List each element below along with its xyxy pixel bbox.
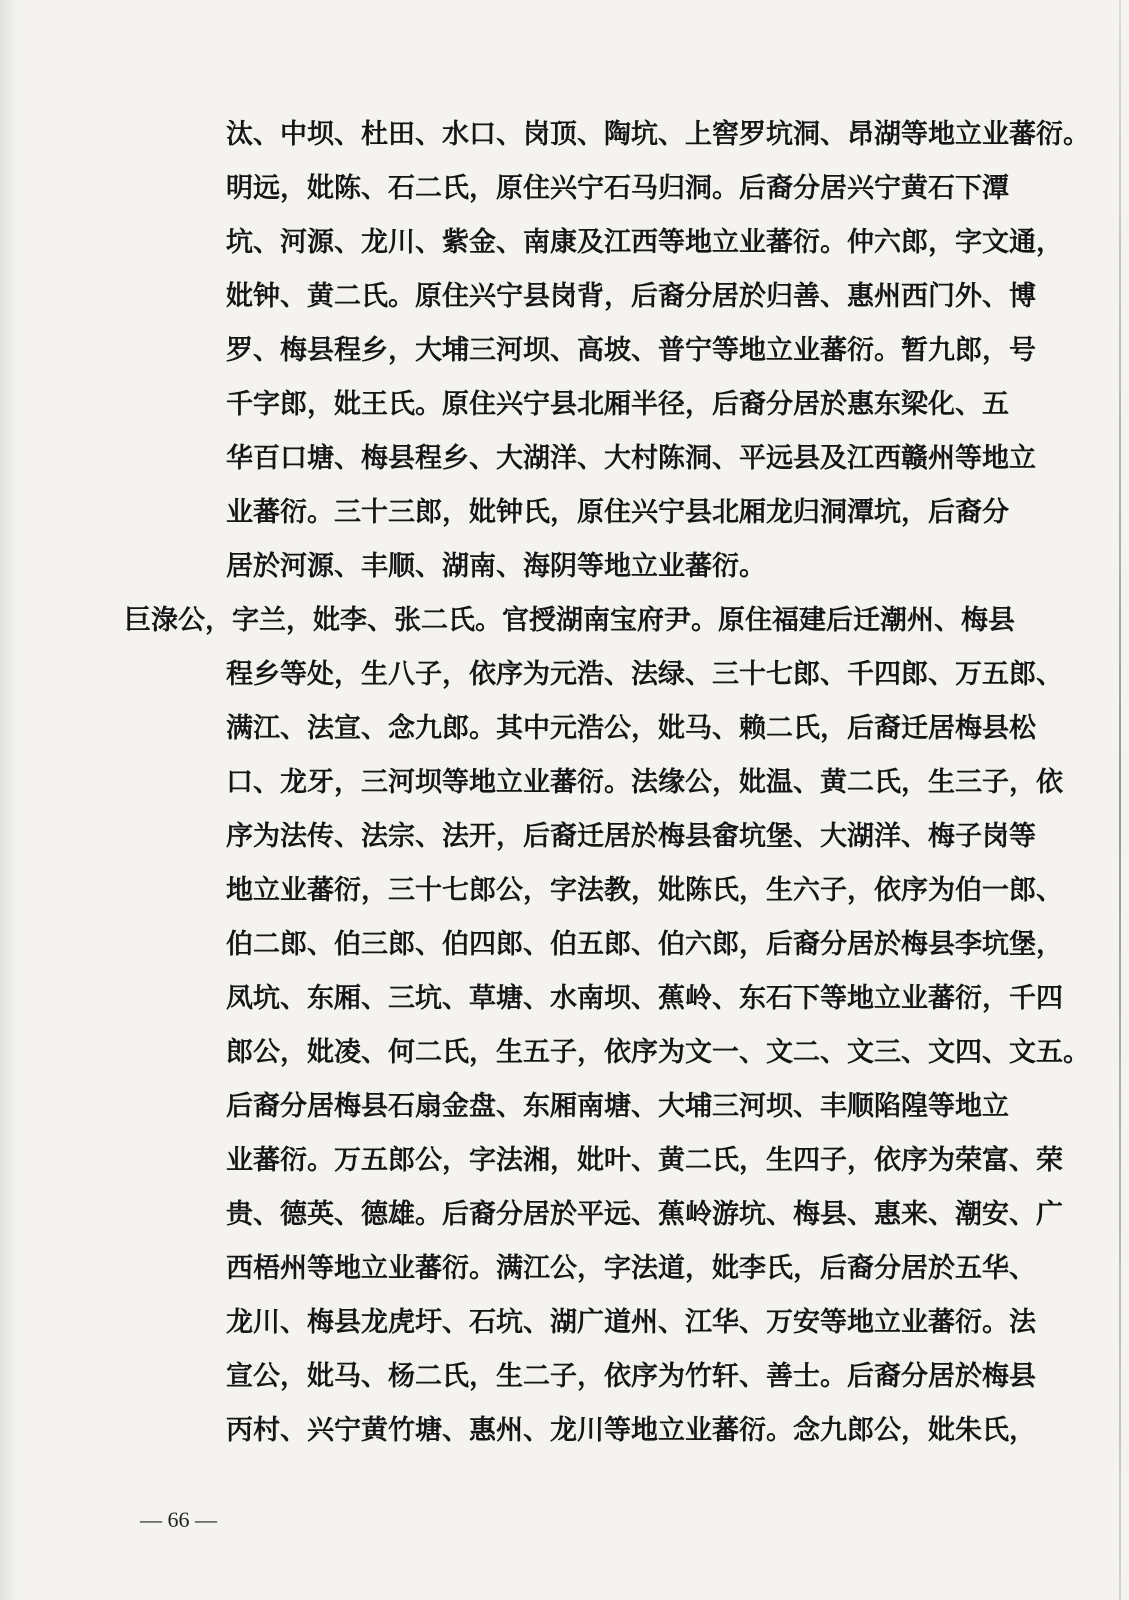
text-line: 口、龙牙，三河坝等地立业蕃衍。法缘公，妣温、黄二氏，生三子，依	[226, 767, 1063, 798]
text-line: 罗、梅县程乡，大埔三河坝、高坡、普宁等地立业蕃衍。暂九郎，号	[226, 335, 1036, 366]
text-line: 地立业蕃衍，三十七郎公，字法教，妣陈氏，生六子，依序为伯一郎、	[226, 875, 1063, 906]
text-line: 千字郎，妣王氏。原住兴宁县北厢半径，后裔分居於惠东梁化、五	[226, 389, 1009, 420]
page-number: — 66 —	[140, 1507, 217, 1532]
text-line: 后裔分居梅县石扇金盘、东厢南塘、大埔三河坝、丰顺陷隍等地立	[226, 1091, 1009, 1122]
text-line: 妣钟、黄二氏。原住兴宁县岗背，后裔分居於归善、惠州西门外、博	[226, 281, 1036, 312]
text-line: 华百口塘、梅县程乡、大湖洋、大村陈洞、平远县及江西赣州等地立	[226, 443, 1036, 474]
text-line: 业蕃衍。万五郎公，字法湘，妣叶、黄二氏，生四子，依序为荣富、荣	[226, 1145, 1063, 1176]
text-line: 郎公，妣凌、何二氏，生五子，依序为文一、文二、文三、文四、文五。	[226, 1037, 1090, 1068]
text-line: 贵、德英、德雄。后裔分居於平远、蕉岭游坑、梅县、惠来、潮安、广	[226, 1199, 1063, 1230]
text-line: 明远，妣陈、石二氏，原住兴宁石马归洞。后裔分居兴宁黄石下潭	[226, 173, 1009, 204]
text-line: 满江、法宣、念九郎。其中元浩公，妣马、赖二氏，后裔迁居梅县松	[226, 713, 1036, 744]
page-edge-shadow	[0, 0, 18, 1600]
text-line: 汰、中坝、杜田、水口、岗顶、陶坑、上窖罗坑洞、昂湖等地立业蕃衍。	[226, 119, 1090, 150]
text-line: 序为法传、法宗、法开，后裔迁居於梅县畲坑堡、大湖洋、梅子岗等	[226, 821, 1036, 852]
text-line: 居於河源、丰顺、湖南、海阴等地立业蕃衍。	[226, 551, 766, 582]
text-line: 宣公，妣马、杨二氏，生二子，依序为竹轩、善士。后裔分居於梅县	[226, 1361, 1036, 1392]
text-line: 伯二郎、伯三郎、伯四郎、伯五郎、伯六郎，后裔分居於梅县李坑堡，	[226, 929, 1063, 960]
text-line: 程乡等处，生八子，依序为元浩、法绿、三十七郎、千四郎、万五郎、	[226, 659, 1063, 690]
page-edge-line	[1119, 0, 1121, 1600]
text-line: 业蕃衍。三十三郎，妣钟氏，原住兴宁县北厢龙归洞潭坑，后裔分	[226, 497, 1009, 528]
text-line: 坑、河源、龙川、紫金、南康及江西等地立业蕃衍。仲六郎，字文通，	[226, 227, 1063, 258]
text-line: 丙村、兴宁黄竹塘、惠州、龙川等地立业蕃衍。念九郎公，妣朱氏，	[226, 1415, 1036, 1446]
text-line: 龙川、梅县龙虎圩、石坑、湖广道州、江华、万安等地立业蕃衍。法	[226, 1307, 1036, 1338]
text-line: 凤坑、东厢、三坑、草塘、水南坝、蕉岭、东石下等地立业蕃衍，千四	[226, 983, 1063, 1014]
section-start-line: 巨淥公，字兰，妣李、张二氏。官授湖南宝府尹。原住福建后迁潮州、梅县	[124, 605, 1015, 636]
text-line: 西梧州等地立业蕃衍。满江公，字法道，妣李氏，后裔分居於五华、	[226, 1253, 1036, 1284]
